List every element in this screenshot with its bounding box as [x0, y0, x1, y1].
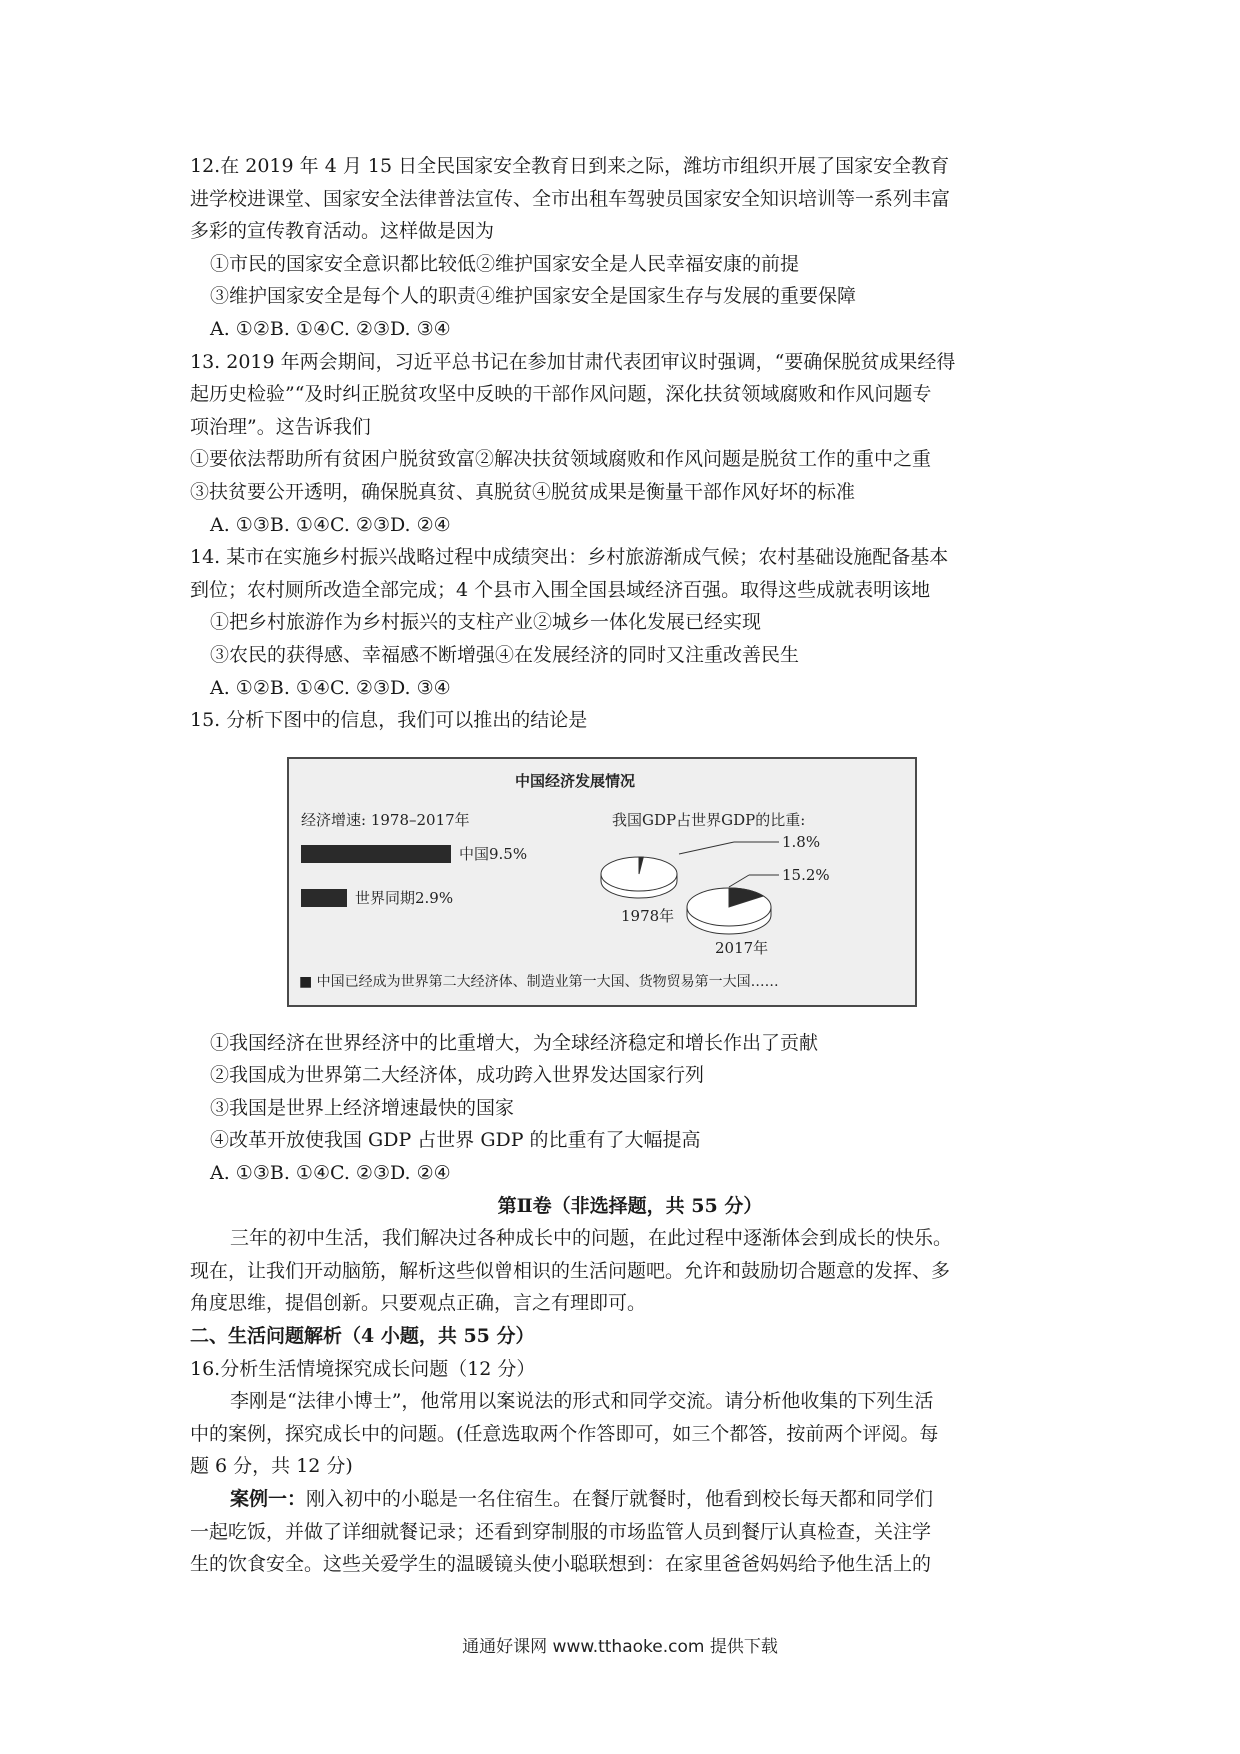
section-heading: 二、生活问题解析（4 小题，共 55 分） [190, 1325, 535, 1348]
gdp-share-pies [289, 759, 919, 1009]
q13-stem-line-1: 13. 2019 年两会期间，习近平总书记在参加甘肃代表团审议时强调，“要确保脱贫成果经得 [190, 350, 956, 373]
q12-options-line-1: ①市民的国家安全意识都比较低②维护国家安全是人民幸福安康的前提 [210, 252, 800, 275]
share-chart-title: 我国GDP占世界GDP的比重: [612, 810, 806, 829]
figure-title: 中国经济发展情况 [515, 771, 636, 790]
growth-chart-title: 经济增速: 1978–2017年 [301, 810, 470, 829]
q12-options-line-2: ③维护国家安全是每个人的职责④维护国家安全是国家生存与发展的重要保障 [210, 285, 857, 308]
question-13 [190, 346, 1070, 542]
q14-options-line-1: ①把乡村旅游作为乡村振兴的支柱产业②城乡一体化发展已经实现 [210, 611, 762, 634]
leader-line-2017 [729, 875, 749, 887]
q14-options-line-2: ③农民的获得感、幸福感不断增强④在发展经济的同时又注重改善民生 [210, 643, 800, 666]
part-2-heading: 第Ⅱ卷（非选择题，共 55 分） [497, 1194, 763, 1217]
question-14 [190, 541, 1070, 704]
q12-stem-line-2: 进学校进课堂、国家安全法律普法宣传、全市出租车驾驶员国家安全知识培训等一系列丰富 [190, 187, 951, 210]
q16-case-1-line-1 [190, 1483, 1070, 1516]
q14-stem-line-2: 到位；农村厕所改造全部完成；4 个县市入围全国县域经济百强。取得这些成就表明该地 [190, 578, 931, 601]
pie-1978 [601, 857, 677, 898]
page-footer: 通通好课网 www.tthaoke.com 提供下载 [462, 1637, 778, 1657]
q12-answer-choices: A. ①②B. ①④C. ②③D. ③④ [210, 317, 451, 340]
q16-para-line-3: 题 6 分，共 12 分) [190, 1455, 353, 1478]
q15-option-4: ④改革开放使我国 GDP 占世界 GDP 的比重有了大幅提高 [210, 1129, 701, 1152]
q15-stem: 15. 分析下图中的信息，我们可以推出的结论是 [190, 709, 588, 732]
part-2 [190, 1190, 1070, 1353]
q13-options-line-2: ③扶贫要公开透明，确保脱真贫、真脱贫④脱贫成果是衡量干部作风好坏的标准 [190, 480, 856, 503]
part-2-intro-line-3: 角度思维，提倡创新。只要观点正确，言之有理即可。 [190, 1292, 647, 1315]
q15-option-1: ①我国经济在世界经济中的比重增大，为全球经济稳定和增长作出了贡献 [210, 1031, 819, 1054]
q15-option-3: ③我国是世界上经济增速最快的国家 [210, 1096, 515, 1119]
question-12 [190, 150, 1070, 346]
case-1-label: 案例一： [230, 1488, 307, 1510]
economic-development-figure [287, 757, 917, 1007]
q16-title: 16.分析生活情境探究成长问题（12 分） [190, 1357, 536, 1380]
q15-option-2: ②我国成为世界第二大经济体，成功跨入世界发达国家行列 [210, 1064, 705, 1087]
leader-line-1978 [679, 842, 734, 854]
q12-stem-line-1: 12.在 2019 年 4 月 15 日全民国家安全教育日到来之际，潍坊市组织开展了国家安全教育 [190, 155, 950, 177]
part-2-intro-line-2: 现在，让我们开动脑筋，解析这些似曾相识的生活问题吧。允许和鼓励切合题意的发挥、多 [190, 1259, 951, 1282]
part-2-intro-line-1: 三年的初中生活，我们解决过各种成长中的问题，在此过程中逐渐体会到成长的快乐。 [230, 1227, 953, 1250]
figure-footnote: ■ 中国已经成为世界第二大经济体、制造业第一大国、货物贸易第一大国…… [299, 973, 779, 990]
question-16 [190, 1353, 1070, 1581]
figure-wrapper [190, 737, 1070, 1027]
pie-1978-value: 1.8% [782, 832, 821, 851]
case-1-text: 刚入初中的小聪是一名住宿生。在餐厅就餐时，他看到校长每天都和同学们 [306, 1488, 934, 1510]
bar-label-china: 中国9.5% [459, 844, 528, 863]
pie-2017-value: 15.2% [782, 865, 830, 884]
pie-2017 [687, 888, 771, 934]
q13-answer-choices: A. ①③B. ①④C. ②③D. ②④ [210, 513, 451, 536]
pie-2017-label: 2017年 [715, 938, 769, 957]
question-15 [190, 704, 1070, 1190]
q13-stem-line-2: 起历史检验”“及时纠正脱贫攻坚中反映的干部作风问题，深化扶贫领域腐败和作风问题专 [190, 383, 932, 406]
q13-stem-line-3: 项治理”。这告诉我们 [190, 415, 371, 438]
q16-case-1-line-2: 一起吃饭，并做了详细就餐记录；还看到穿制服的市场监管人员到餐厅认真检查，关注学 [190, 1520, 932, 1543]
q15-answer-choices: A. ①③B. ①④C. ②③D. ②④ [210, 1162, 451, 1185]
q16-para-line-2: 中的案例，探究成长中的问题。(任意选取两个作答即可，如三个都答，按前两个评阅。每 [190, 1422, 939, 1445]
q12-stem-line-3: 多彩的宣传教育活动。这样做是因为 [190, 220, 495, 243]
exam-content [190, 150, 1070, 1581]
bar-label-world: 世界同期2.9% [355, 888, 454, 907]
q14-answer-choices: A. ①②B. ①④C. ②③D. ③④ [210, 676, 451, 699]
q14-stem-line-1: 14. 某市在实施乡村振兴战略过程中成绩突出：乡村旅游渐成气候；农村基础设施配备基本 [190, 546, 949, 569]
q13-options-line-1: ①要依法帮助所有贫困户脱贫致富②解决扶贫领域腐败和作风问题是脱贫工作的重中之重 [190, 448, 932, 471]
pie-1978-label: 1978年 [621, 906, 675, 925]
q16-case-1-line-3: 生的饮食安全。这些关爱学生的温暖镜头使小聪联想到：在家里爸爸妈妈给予他生活上的 [190, 1553, 932, 1576]
q16-para-line-1: 李刚是“法律小博士”，他常用以案说法的形式和同学交流。请分析他收集的下列生活 [230, 1390, 934, 1413]
